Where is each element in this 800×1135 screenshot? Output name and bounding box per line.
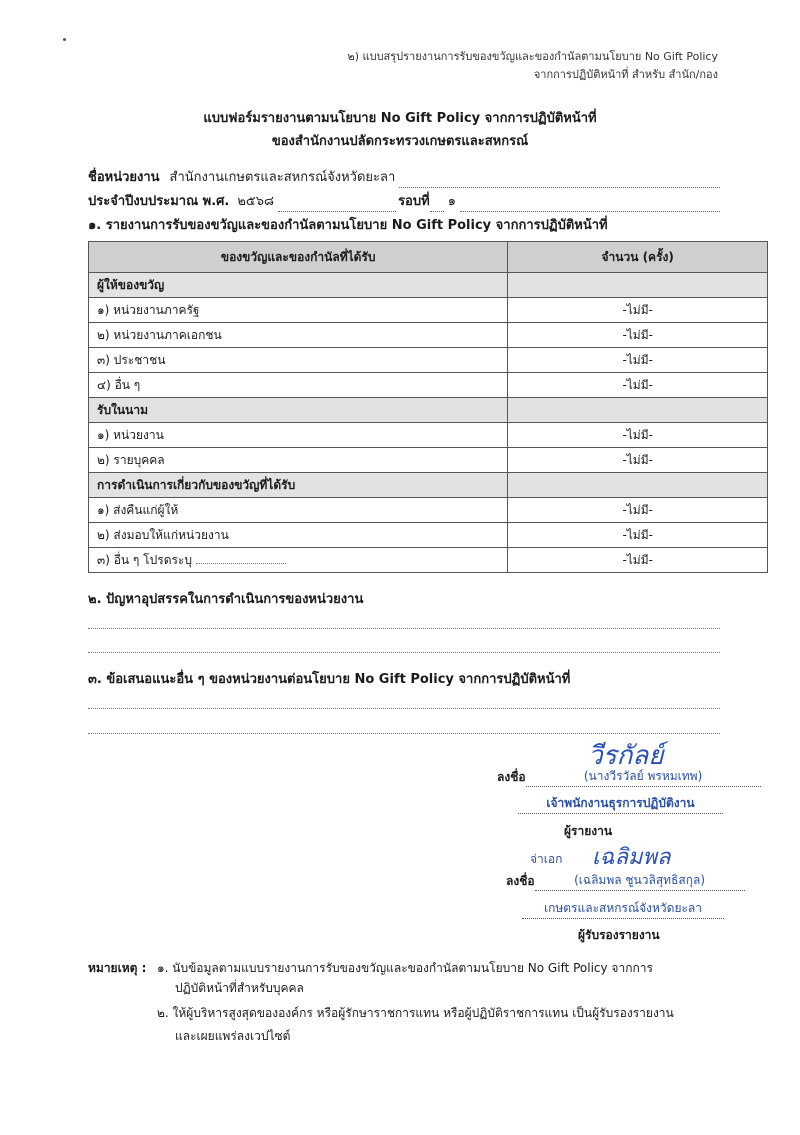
section2-title: ๒. ปัญหาอุปสรรคในการดำเนินการของหน่วยงาน <box>88 592 364 607</box>
row-label: ๒) หน่วยงานภาคเอกชน <box>89 323 508 348</box>
round-value: ๑ <box>447 194 456 209</box>
row-value: -ไม่มี- <box>508 423 768 448</box>
section2-line-2 <box>88 652 720 653</box>
note-1-line2: ปฏิบัติหน้าที่สำหรับบุคคล <box>175 981 304 995</box>
section3-title: ๓. ข้อเสนอแนะอื่น ๆ ของหน่วยงานต่อนโยบาย No Gift Policy จากการปฏิบัติหน้าที่ <box>88 672 571 687</box>
table-row <box>89 448 768 473</box>
group-title-blank <box>508 273 768 298</box>
table-row <box>89 498 768 523</box>
table-row <box>89 298 768 323</box>
group-title-blank <box>508 398 768 423</box>
signer2-position: เกษตรและสหกรณ์จังหวัดยะลา <box>522 898 724 919</box>
row-value: -ไม่มี- <box>508 498 768 523</box>
row-value: -ไม่มี- <box>508 448 768 473</box>
group-title: ผู้ให้ของขวัญ <box>89 273 508 298</box>
row-value: -ไม่มี- <box>508 298 768 323</box>
section2-line-1 <box>88 628 720 629</box>
group-row-giver <box>89 273 768 298</box>
signer1-role: ผู้รายงาน <box>564 824 613 838</box>
row-label: ๑) ส่งคืนแก่ผู้ให้ <box>89 498 508 523</box>
fiscal-dots <box>278 197 396 212</box>
agency-dots <box>399 173 720 188</box>
row-label: ๓) ประชาชน <box>89 348 508 373</box>
round-dots-b <box>460 197 720 212</box>
fiscal-value: ๒๕๖๘ <box>237 194 275 209</box>
table-row <box>89 373 768 398</box>
note-1-line1: ๑. นับข้อมูลตามแบบรายงานการรับของขวัญและของกำนัลตามนโยบาย No Gift Policy จากการ <box>157 961 653 975</box>
gift-table <box>88 241 768 573</box>
signer1-sign-label: ลงชื่อ <box>497 770 526 784</box>
row-value: -ไม่มี- <box>508 523 768 548</box>
fiscal-row <box>88 192 720 212</box>
table-header-item: ของขวัญและของกำนัลที่ได้รับ <box>89 242 508 273</box>
agency-value: สำนักงานเกษตรและสหกรณ์จังหวัดยะลา <box>169 170 396 185</box>
table-row <box>89 323 768 348</box>
row-label: ๑) หน่วยงานภาครัฐ <box>89 298 508 323</box>
group-row-received-as <box>89 398 768 423</box>
form-reference-line2: จากการปฏิบัติหน้าที่ สำหรับ สำนัก/กอง <box>533 68 718 81</box>
fiscal-label: ประจำปีงบประมาณ พ.ศ. <box>88 194 230 209</box>
signature-2: เฉลิมพล <box>592 845 671 870</box>
table-row <box>89 348 768 373</box>
row-label: ๒) รายบุคคล <box>89 448 508 473</box>
page-subtitle: ของสำนักงานปลัดกระทรวงเกษตรและสหกรณ์ <box>271 134 529 149</box>
table-header-row <box>89 242 768 273</box>
signer1-position: เจ้าพนักงานธุรการปฏิบัติงาน <box>518 793 723 814</box>
group-title: การดำเนินการเกี่ยวกับของขวัญที่ได้รับ <box>89 473 508 498</box>
row-value: -ไม่มี- <box>508 323 768 348</box>
table-row <box>89 548 768 573</box>
specify-dots <box>196 553 286 564</box>
section3-line-1 <box>88 708 720 709</box>
agency-label: ชื่อหน่วยงาน <box>88 170 160 185</box>
signer2-position-row <box>522 898 724 919</box>
note-2-line2: และเผยแพร่ลงเวปไซต์ <box>175 1029 291 1043</box>
signer2-name: (เฉลิมพล ชูนวลิสุทธิสกุล) <box>535 870 745 891</box>
row-label: ๔) อื่น ๆ <box>89 373 508 398</box>
agency-row <box>88 168 720 188</box>
signer1-sign-row <box>497 766 761 787</box>
group-row-handling <box>89 473 768 498</box>
table-header-count: จำนวน (ครั้ง) <box>508 242 768 273</box>
row-label: ๑) หน่วยงาน <box>89 423 508 448</box>
scan-speck <box>63 38 66 41</box>
form-reference-line1: ๒) แบบสรุปรายงานการรับของขวัญและของกำนัลตามนโยบาย No Gift Policy <box>347 50 718 63</box>
table-row <box>89 523 768 548</box>
signer2-sign-label: ลงชื่อ <box>506 874 535 888</box>
section1-title: ๑. รายงานการรับของขวัญและของกำนัลตามนโยบาย No Gift Policy จากการปฏิบัติหน้าที่ <box>88 218 608 233</box>
row-value: -ไม่มี- <box>508 373 768 398</box>
form-reference <box>347 48 718 84</box>
signer2-sign-row <box>506 870 745 891</box>
signature-1: วีรกัลย์ <box>588 741 664 771</box>
page-title: แบบฟอร์มรายงานตามนโยบาย No Gift Policy จากการปฏิบัติหน้าที่ <box>203 111 597 126</box>
row-value: -ไม่มี- <box>508 348 768 373</box>
signer1-position-row <box>518 793 723 814</box>
row-value: -ไม่มี- <box>508 548 768 573</box>
table-row <box>89 423 768 448</box>
row-label: ๒) ส่งมอบให้แก่หน่วยงาน <box>89 523 508 548</box>
signer2-role: ผู้รับรองรายงาน <box>578 928 660 942</box>
group-title: รับในนาม <box>89 398 508 423</box>
signer1-name: (นางวีรวัลย์ พรหมเทพ) <box>526 766 761 787</box>
round-dots-a <box>430 197 444 212</box>
row-label <box>89 548 508 573</box>
section3-line-2 <box>88 733 720 734</box>
round-label: รอบที่ <box>398 194 430 209</box>
group-title-blank <box>508 473 768 498</box>
note-2-line1: ๒. ให้ผู้บริหารสูงสุดขององค์กร หรือผู้รักษาราชการแทน หรือผู้ปฏิบัติราชการแทน เป็นผู้รับรองรายงาน <box>157 1006 674 1020</box>
notes-label: หมายเหตุ : <box>88 961 147 975</box>
row-label-text: ๓) อื่น ๆ โปรดระบุ <box>97 552 192 567</box>
signer2-prefix: จ่าเอก <box>530 852 563 866</box>
